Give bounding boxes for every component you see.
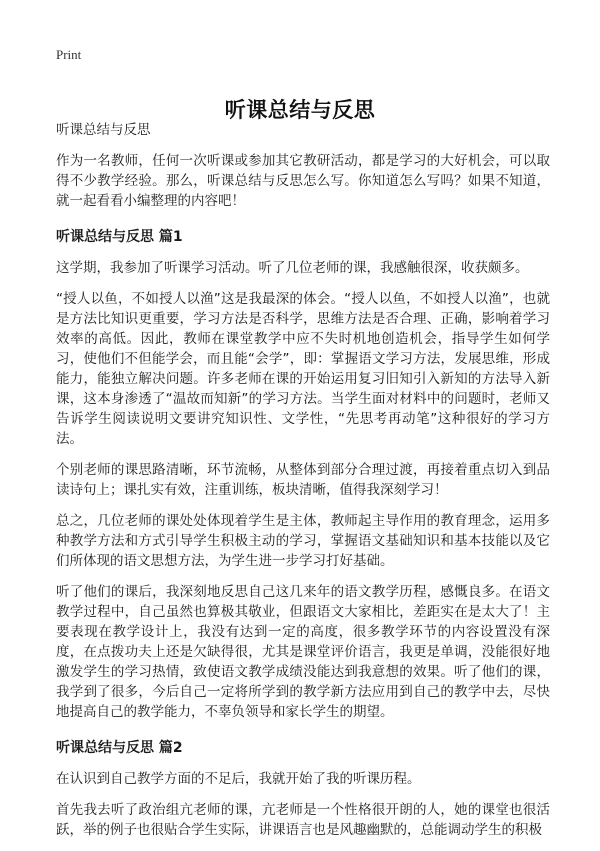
document-title: 听课总结与反思	[224, 98, 376, 123]
section-2	[56, 738, 550, 840]
section-heading: 听课总结与反思 篇2	[56, 740, 183, 756]
intro-paragraph: 作为一名教师，任何一次听课或参加其它教研活动，都是学习的大好机会，可以取得不少教学经验。那么，听课总结与反思怎么写。你知道怎么写吗？如果不知道，就一起看看小编整理的内容吧！	[56, 153, 550, 209]
section-paragraph: 个别老师的课思路清晰，环节流畅，从整体到部分合理过渡，再接着重点切入到品读诗句上；课扎实有效，注重训练，板块清晰，值得我深刻学习！	[56, 462, 550, 498]
section-paragraph: “授人以鱼，不如授人以渔”这是我最深的体会。“授人以鱼，不如授人以渔”，也就是方法比知识更重要，学习方法是否科学，思维方法是否合理、正确，影响着学习效率的高低。因此，教师在课堂教学中应不失时机地创造机会，指导学生如何学习，使他们不但能学会，而且能“会学”，即：掌握语文学习方法，发展思维，形成能力，能独立解决问题。许多老师在课的开始运用复习旧知引入新知的方法导入新课，这本身渗透了“温故而知新”的学习方法。当学生面对材料中的问题时，老师又告诉学生阅读说明文要讲究知识性、文学性，“先思考再动笔”这种很好的学习方法。	[56, 291, 550, 447]
section-paragraph: 在认识到自己教学方面的不足后，我就开始了我的听课历程。	[56, 771, 421, 787]
print-link[interactable]: Print	[56, 47, 82, 62]
document-subtitle: 听课总结与反思	[56, 122, 151, 138]
section-heading: 听课总结与反思 篇1	[56, 229, 183, 245]
section-paragraph: 听了他们的课后，我深刻地反思自己这几来年的语文教学历程，感慨良多。在语文教学过程中，自己虽然也算极其敬业，但跟语文大家相比，差距实在是太大了！主要表现在教学设计上，我没有达到一定的高度，很多教学环节的内容设置没有深度，在点拨功夫上还是欠缺得很，尤其是课堂评价语言，我更是单调，没能很好地激发学生的学习热情，致使语文教学成绩没能达到我意想的效果。听了他们的课，我学到了很多，今后自己一定将所学到的教学新方法应用到自己的教学中去，尽快地提高自己的教学能力，不辜负领导和家长学生的期望。	[56, 584, 550, 720]
section-paragraph: 总之，几位老师的课处处体现着学生是主体，教师起主导作用的教育理念，运用多种教学方法和方式引导学生积极主动的学习，掌握语文基础知识和基本技能以及它们所体现的语文思想方法，为学生进一步学习打好基础。	[56, 513, 550, 569]
section-paragraph: 首先我去听了政治组亢老师的课，亢老师是一个性格很开朗的人，她的课堂也很活跃，举的例子也很贴合学生实际，讲课语言也是风趣幽默的，总能调动学生的积极	[56, 802, 550, 838]
section-paragraph: 这学期，我参加了听课学习活动。听了几位老师的课，我感触很深，收获颇多。	[56, 260, 529, 276]
section-1	[56, 227, 550, 722]
document-body	[56, 120, 550, 851]
